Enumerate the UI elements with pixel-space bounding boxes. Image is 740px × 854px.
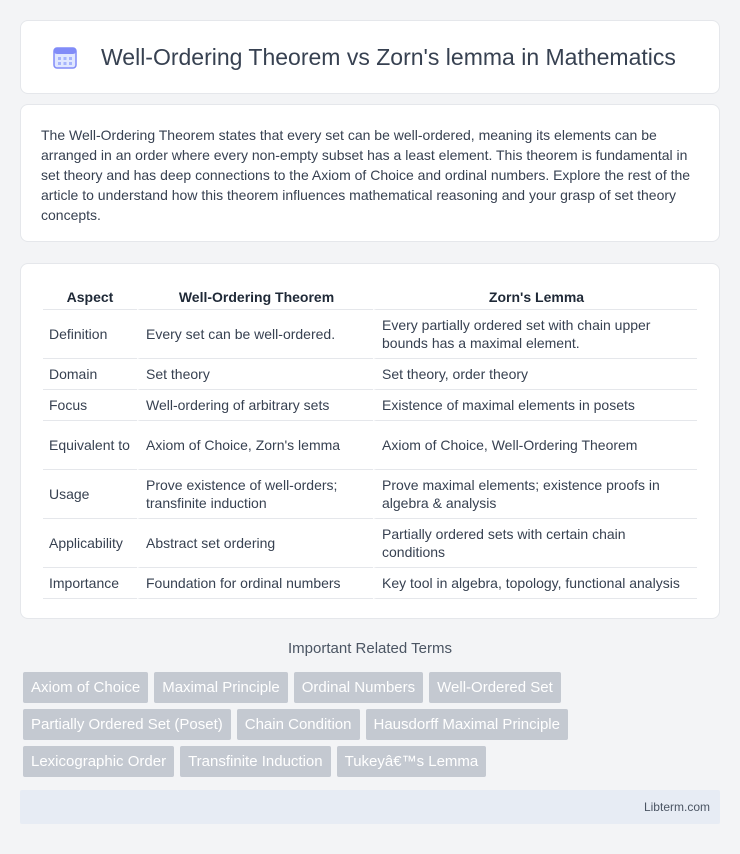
table-cell: Well-ordering of arbitrary sets bbox=[137, 390, 373, 421]
table-cell: Key tool in algebra, topology, functional analysis bbox=[373, 568, 697, 599]
table-cell: Every partially ordered set with chain upper bounds has a maximal element. bbox=[373, 310, 697, 359]
table-row bbox=[43, 310, 697, 359]
related-term-tag[interactable]: Chain Condition bbox=[237, 709, 360, 740]
table-cell: Importance bbox=[43, 568, 137, 599]
related-term-tag[interactable]: Lexicographic Order bbox=[23, 746, 174, 777]
table-cell: Applicability bbox=[43, 519, 137, 568]
table-cell: Prove maximal elements; existence proofs in algebra & analysis bbox=[373, 470, 697, 519]
table-cell: Abstract set ordering bbox=[137, 519, 373, 568]
related-terms-list bbox=[23, 672, 723, 777]
table-cell: Equivalent to bbox=[43, 421, 137, 470]
related-term-tag[interactable]: Well-Ordered Set bbox=[429, 672, 561, 703]
table-cell: Set theory bbox=[137, 359, 373, 390]
related-term-tag[interactable]: Hausdorff Maximal Principle bbox=[366, 709, 568, 740]
column-header-aspect: Aspect bbox=[43, 284, 137, 310]
page-title: Well-Ordering Theorem vs Zorn's lemma in Mathematics bbox=[101, 43, 676, 70]
table-row bbox=[43, 390, 697, 421]
related-term-tag[interactable]: Partially Ordered Set (Poset) bbox=[23, 709, 231, 740]
intro-card bbox=[20, 104, 720, 242]
table-row bbox=[43, 568, 697, 599]
table-cell: Prove existence of well-orders; transfinite induction bbox=[137, 470, 373, 519]
table-row bbox=[43, 519, 697, 568]
table-cell: Focus bbox=[43, 390, 137, 421]
table-cell: Set theory, order theory bbox=[373, 359, 697, 390]
footer-site-link[interactable]: Libterm.com bbox=[643, 800, 710, 814]
intro-text: The Well-Ordering Theorem states that every set can be well-ordered, meaning its elements can be arranged in an order where every non-empty subset has a least element. This theorem is fundamental in set theory and has deep connections to the Axiom of Choice and ordinal numbers. Explore the rest of the article to understand how this theorem influences mathematical reasoning and your grasp of set theory concepts. bbox=[41, 127, 691, 223]
footer bbox=[20, 790, 720, 824]
related-terms-title: Important Related Terms bbox=[288, 640, 452, 657]
table-cell: Usage bbox=[43, 470, 137, 519]
table-row bbox=[43, 470, 697, 519]
related-term-tag[interactable]: Ordinal Numbers bbox=[294, 672, 423, 703]
comparison-table bbox=[43, 284, 697, 599]
table-row bbox=[43, 421, 697, 470]
table-cell: Axiom of Choice, Well-Ordering Theorem bbox=[373, 421, 697, 470]
column-header-zorns-lemma: Zorn's Lemma bbox=[373, 284, 697, 310]
column-header-well-ordering: Well-Ordering Theorem bbox=[137, 284, 373, 310]
table-row bbox=[43, 359, 697, 390]
table-header-row bbox=[43, 284, 697, 310]
table-cell: Foundation for ordinal numbers bbox=[137, 568, 373, 599]
comparison-card bbox=[20, 263, 720, 619]
table-cell: Partially ordered sets with certain chain conditions bbox=[373, 519, 697, 568]
related-term-tag[interactable]: Tukeyâ€™s Lemma bbox=[337, 746, 487, 777]
related-term-tag[interactable]: Axiom of Choice bbox=[23, 672, 148, 703]
related-term-tag[interactable]: Transfinite Induction bbox=[180, 746, 331, 777]
calendar-icon bbox=[51, 43, 79, 71]
table-cell: Domain bbox=[43, 359, 137, 390]
table-cell: Axiom of Choice, Zorn's lemma bbox=[137, 421, 373, 470]
table-cell: Every set can be well-ordered. bbox=[137, 310, 373, 359]
table-cell: Existence of maximal elements in posets bbox=[373, 390, 697, 421]
title-card bbox=[20, 20, 720, 94]
related-term-tag[interactable]: Maximal Principle bbox=[154, 672, 288, 703]
table-cell: Definition bbox=[43, 310, 137, 359]
